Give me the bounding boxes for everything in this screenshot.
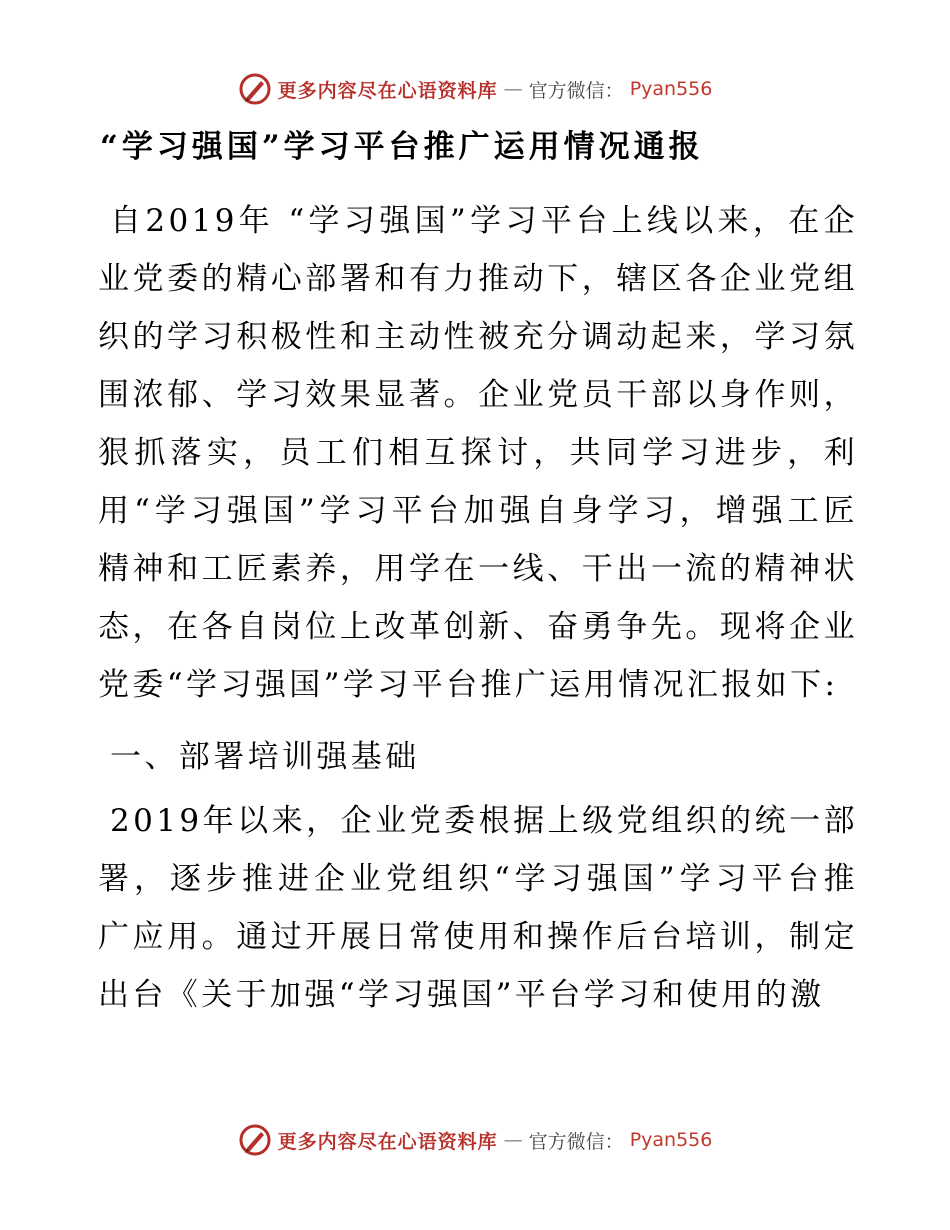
document-body: [98, 192, 858, 1024]
pen-logo-icon: [238, 72, 272, 106]
watermark-separator: —: [503, 78, 523, 100]
watermark-separator: —: [503, 1129, 523, 1151]
section-heading: 一、部署培训强基础: [110, 739, 420, 775]
watermark-header: [0, 72, 950, 106]
watermark-text: 更多内容尽在心语资料库: [277, 79, 498, 102]
watermark-wechat-label: 官方微信：: [528, 1130, 624, 1153]
section-paragraph: 2019年以来，企业党委根据上级党组织的统一部署，逐步推进企业党组织“学习强国”学习平台推广应用。通过开展日常使用和操作后台培训，制定出台《关于加强“学习强国”平台学习和使用的激: [98, 803, 858, 1013]
intro-paragraph: 自2019年 “学习强国”学习平台上线以来，在企业党委的精心部署和有力推动下，辖区各企业党组织的学习积极性和主动性被充分调动起来，学习氛围浓郁、学习效果显著。企业党员干部以身作则，狠抓落实，员工们相互探讨，共同学习进步，利用“学习强国”学习平台加强自身学习，增强工匠精神和工匠素养，用学在一线、干出一流的精神状态，在各自岗位上改革创新、奋勇争先。现将企业党委“学习强国”学习平台推广运用情况汇报如下:: [98, 203, 858, 703]
watermark-text: 更多内容尽在心语资料库: [277, 1130, 498, 1153]
watermark-wechat-label: 官方微信：: [528, 79, 624, 102]
document-title: “学习强国”学习平台推广运用情况通报: [100, 129, 704, 165]
watermark-wechat-id: Pyan556: [629, 78, 713, 100]
pen-logo-icon: [238, 1123, 272, 1157]
watermark-footer: [0, 1123, 950, 1157]
watermark-wechat-id: Pyan556: [629, 1129, 713, 1151]
